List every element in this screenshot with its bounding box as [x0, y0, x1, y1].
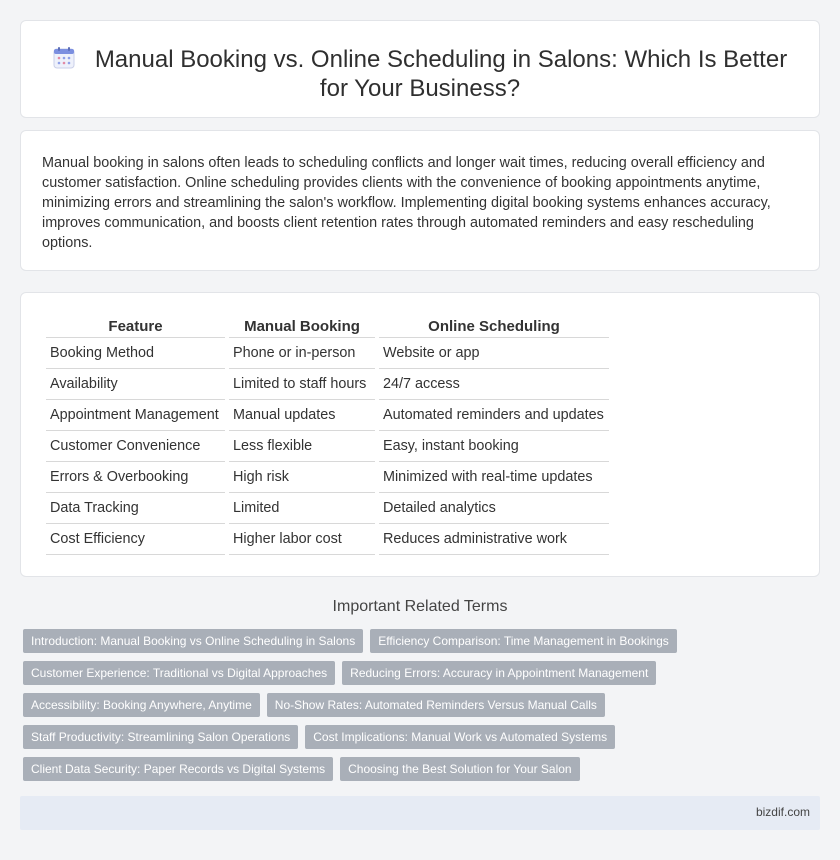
tag-row [23, 693, 783, 717]
cell-manual: Phone or in-person [229, 338, 375, 369]
related-term-tag[interactable]: Client Data Security: Paper Records vs Digital Systems [23, 757, 333, 781]
tag-row [23, 757, 783, 781]
related-term-tag[interactable]: Cost Implications: Manual Work vs Automated Systems [305, 725, 615, 749]
cell-manual: Less flexible [229, 431, 375, 462]
intro-card [20, 130, 820, 271]
table-row [46, 462, 609, 493]
table-row [46, 400, 609, 431]
table-row [46, 524, 609, 555]
title-card [20, 20, 820, 118]
tag-row [23, 725, 783, 749]
header-feature: Feature [46, 315, 225, 338]
page-title: Manual Booking vs. Online Scheduling in Salons: Which Is Better for Your Business? [94, 46, 788, 102]
cell-online: Detailed analytics [379, 493, 609, 524]
intro-paragraph: Manual booking in salons often leads to scheduling conflicts and longer wait times, reducing overall efficiency and customer satisfaction. Online scheduling provides clients with the convenience of booking appointments anytime, minimizing errors and streamlining the salon's workflow. Implementing digital booking systems enhances accuracy, improves communication, and boosts client retention rates through automated reminders and easy rescheduling options. [42, 155, 771, 251]
related-terms-heading: Important Related Terms [332, 598, 508, 615]
calendar-icon [53, 47, 75, 69]
table-row [46, 369, 609, 400]
site-name[interactable]: bizdif.com [755, 805, 810, 819]
header-online-scheduling: Online Scheduling [379, 315, 609, 338]
cell-manual: High risk [229, 462, 375, 493]
cell-feature: Errors & Overbooking [46, 462, 225, 493]
related-term-tag[interactable]: Staff Productivity: Streamlining Salon Operations [23, 725, 298, 749]
related-term-tag[interactable]: Introduction: Manual Booking vs Online Scheduling in Salons [23, 629, 363, 653]
cell-online: Website or app [379, 338, 609, 369]
related-term-tag[interactable]: No-Show Rates: Automated Reminders Versus Manual Calls [267, 693, 605, 717]
cell-manual: Limited [229, 493, 375, 524]
cell-feature: Booking Method [46, 338, 225, 369]
cell-online: Easy, instant booking [379, 431, 609, 462]
cell-manual: Higher labor cost [229, 524, 375, 555]
related-term-tag[interactable]: Accessibility: Booking Anywhere, Anytime [23, 693, 260, 717]
cell-feature: Appointment Management [46, 400, 225, 431]
tag-row [23, 629, 783, 653]
cell-online: Automated reminders and updates [379, 400, 609, 431]
related-term-tag[interactable]: Choosing the Best Solution for Your Salon [340, 757, 580, 781]
page-title-wrap [21, 45, 819, 103]
related-terms-list [23, 629, 783, 789]
cell-online: 24/7 access [379, 369, 609, 400]
cell-feature: Cost Efficiency [46, 524, 225, 555]
table-row [46, 431, 609, 462]
cell-manual: Limited to staff hours [229, 369, 375, 400]
footer-bar [20, 796, 820, 830]
comparison-card [20, 292, 820, 577]
table-row [46, 493, 609, 524]
cell-feature: Availability [46, 369, 225, 400]
related-term-tag[interactable]: Efficiency Comparison: Time Management in Bookings [370, 629, 677, 653]
cell-online: Reduces administrative work [379, 524, 609, 555]
tag-row [23, 661, 783, 685]
cell-manual: Manual updates [229, 400, 375, 431]
cell-online: Minimized with real-time updates [379, 462, 609, 493]
related-term-tag[interactable]: Customer Experience: Traditional vs Digital Approaches [23, 661, 335, 685]
comparison-table [42, 315, 613, 555]
related-term-tag[interactable]: Reducing Errors: Accuracy in Appointment Management [342, 661, 656, 685]
table-row [46, 338, 609, 369]
cell-feature: Customer Convenience [46, 431, 225, 462]
header-manual-booking: Manual Booking [229, 315, 375, 338]
cell-feature: Data Tracking [46, 493, 225, 524]
table-header-row [46, 315, 609, 338]
